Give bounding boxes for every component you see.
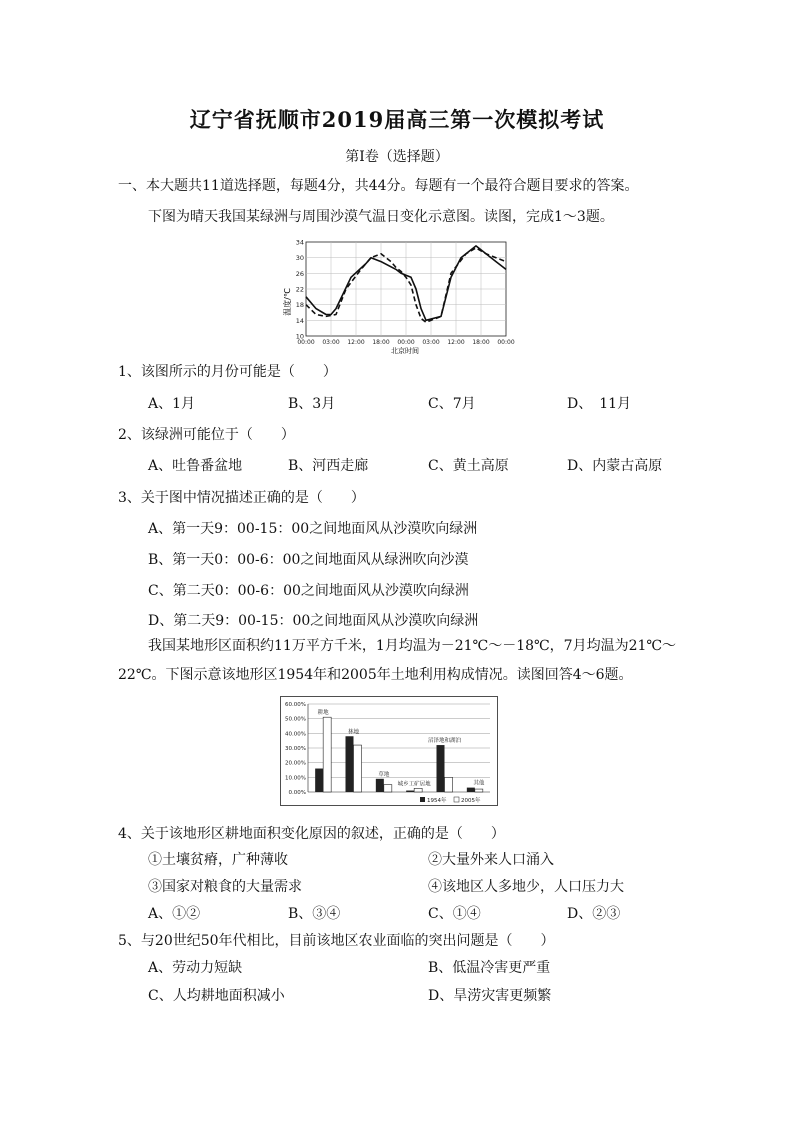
y-tick-label: 20.00% [285, 760, 306, 767]
y-axis-label: 温度/℃ [283, 288, 292, 316]
bar-1954 [315, 769, 323, 792]
figure1-intro: 下图为晴天我国某绿洲与周围沙漠气温日变化示意图。读图，完成1～3题。 [148, 209, 614, 225]
region-intro-line1: 我国某地形区面积约11万平方千米，1月均温为－21℃～－18℃，7月均温为21℃～ [148, 638, 677, 654]
y-tick-label: 14 [295, 316, 304, 325]
q4-statement-4: ④该地区人多地少，人口压力大 [428, 879, 624, 895]
category-label: 林地 [347, 729, 360, 736]
x-tick-label: 00:00 [397, 339, 415, 346]
q1-option-c[interactable]: C、7月 [428, 396, 476, 412]
q4-option-c[interactable]: C、①④ [428, 906, 481, 922]
q3-stem: 3、关于图中情况描述正确的是（ ） [118, 490, 365, 506]
y-tick-label: 10.00% [285, 775, 306, 782]
x-tick-label: 03:00 [322, 339, 340, 346]
q5-option-c[interactable]: C、人均耕地面积减小 [148, 988, 285, 1004]
y-tick-label: 30.00% [285, 746, 306, 752]
bar-2005 [384, 785, 392, 792]
q4-option-a[interactable]: A、①② [148, 906, 201, 922]
x-tick-label: 18:00 [372, 339, 390, 346]
q1-option-b[interactable]: B、3月 [288, 396, 336, 412]
y-tick-label: 10 [295, 332, 304, 341]
q5-option-d[interactable]: D、旱涝灾害更频繁 [428, 988, 552, 1004]
q2-option-d[interactable]: D、内蒙古高原 [567, 458, 663, 474]
x-tick-label: 12:00 [347, 339, 365, 346]
x-tick-label: 12:00 [447, 339, 465, 346]
q3-option-b[interactable]: B、第一天0：00-6：00之间地面风从绿洲吹向沙漠 [148, 552, 469, 568]
q2-option-b[interactable]: B、河西走廊 [288, 458, 369, 474]
x-tick-label: 18:00 [472, 339, 490, 346]
y-tick-label: 30 [295, 254, 304, 263]
category-label: 耕地 [317, 710, 329, 717]
y-tick-label: 22 [295, 285, 304, 294]
q1-option-d[interactable]: D、 11月 [567, 396, 632, 412]
q2-option-a[interactable]: A、吐鲁番盆地 [148, 458, 243, 474]
bar-1954 [376, 779, 384, 792]
y-tick-label: 34 [295, 238, 304, 247]
land-use-bar-chart [280, 696, 498, 806]
bar-1954 [346, 736, 354, 792]
q4-statement-1: ①土壤贫瘠，广种薄收 [148, 852, 288, 868]
bar-2005 [414, 788, 422, 792]
q2-option-c[interactable]: C、黄土高原 [428, 458, 509, 474]
q3-option-a[interactable]: A、第一天9：00-15：00之间地面风从沙漠吹向绿洲 [148, 521, 478, 537]
legend-label-2005: 2005年 [461, 798, 481, 804]
y-tick-label: 50.00% [285, 716, 306, 723]
q4-option-b[interactable]: B、③④ [288, 906, 341, 922]
q5-option-b[interactable]: B、低温冷害更严重 [428, 960, 551, 976]
q2-stem: 2、该绿洲可能位于（ ） [118, 427, 295, 443]
category-label: 其他 [473, 780, 485, 787]
y-tick-label: 18 [295, 301, 304, 310]
bar-1954 [406, 791, 414, 792]
category-label: 草地 [378, 771, 390, 778]
bar-2005 [445, 777, 453, 792]
x-tick-label: 00:00 [297, 339, 315, 346]
y-tick-label: 0.00% [288, 790, 306, 796]
q1-stem: 1、该图所示的月份可能是（ ） [118, 364, 337, 380]
q5-stem: 5、与20世纪50年代相比，目前该地区农业面临的突出问题是（ ） [118, 933, 555, 949]
q3-option-c[interactable]: C、第二天0：00-6：00之间地面风从沙漠吹向绿洲 [148, 583, 469, 599]
bar-2005 [354, 745, 362, 792]
y-tick-label: 60.00% [285, 702, 306, 708]
x-tick-label: 00:00 [497, 339, 515, 346]
q4-stem: 4、关于该地形区耕地面积变化原因的叙述，正确的是（ ） [118, 826, 505, 842]
region-intro-line2: 22℃。下图示意该地形区1954年和2005年土地利用构成情况。读图回答4～6题。 [118, 667, 633, 683]
bar-1954 [467, 788, 475, 792]
q5-option-a[interactable]: A、劳动力短缺 [148, 960, 243, 976]
section-subtitle: 第Ⅰ卷（选择题） [345, 149, 449, 165]
page-title: 辽宁省抚顺市2019届高三第一次模拟考试 [189, 107, 605, 132]
q4-statement-2: ②大量外来人口涌入 [428, 852, 554, 868]
legend-swatch-1954 [420, 797, 425, 802]
q4-statement-3: ③国家对粮食的大量需求 [148, 879, 302, 895]
bar-2005 [323, 717, 331, 792]
y-tick-label: 26 [295, 269, 304, 278]
bar-2005 [475, 789, 483, 792]
category-label: 沼泽地和湖泊 [427, 738, 462, 745]
q1-option-a[interactable]: A、1月 [148, 396, 196, 412]
x-axis-label: 北京时间 [391, 347, 419, 355]
legend-swatch-2005 [454, 797, 459, 802]
legend-label-1954: 1954年 [427, 798, 447, 804]
q4-option-d[interactable]: D、②③ [567, 906, 621, 922]
bar-1954 [437, 745, 445, 792]
temperature-line-chart [280, 236, 520, 356]
category-label: 城乡工矿居地 [397, 781, 431, 788]
x-tick-label: 03:00 [422, 339, 440, 346]
q3-option-d[interactable]: D、第二天9：00-15：00之间地面风从沙漠吹向绿洲 [148, 613, 479, 629]
y-tick-label: 40.00% [285, 731, 306, 738]
section-intro: 一、本大题共11道选择题，每题4分，共44分。每题有一个最符合题目要求的答案。 [118, 178, 639, 194]
